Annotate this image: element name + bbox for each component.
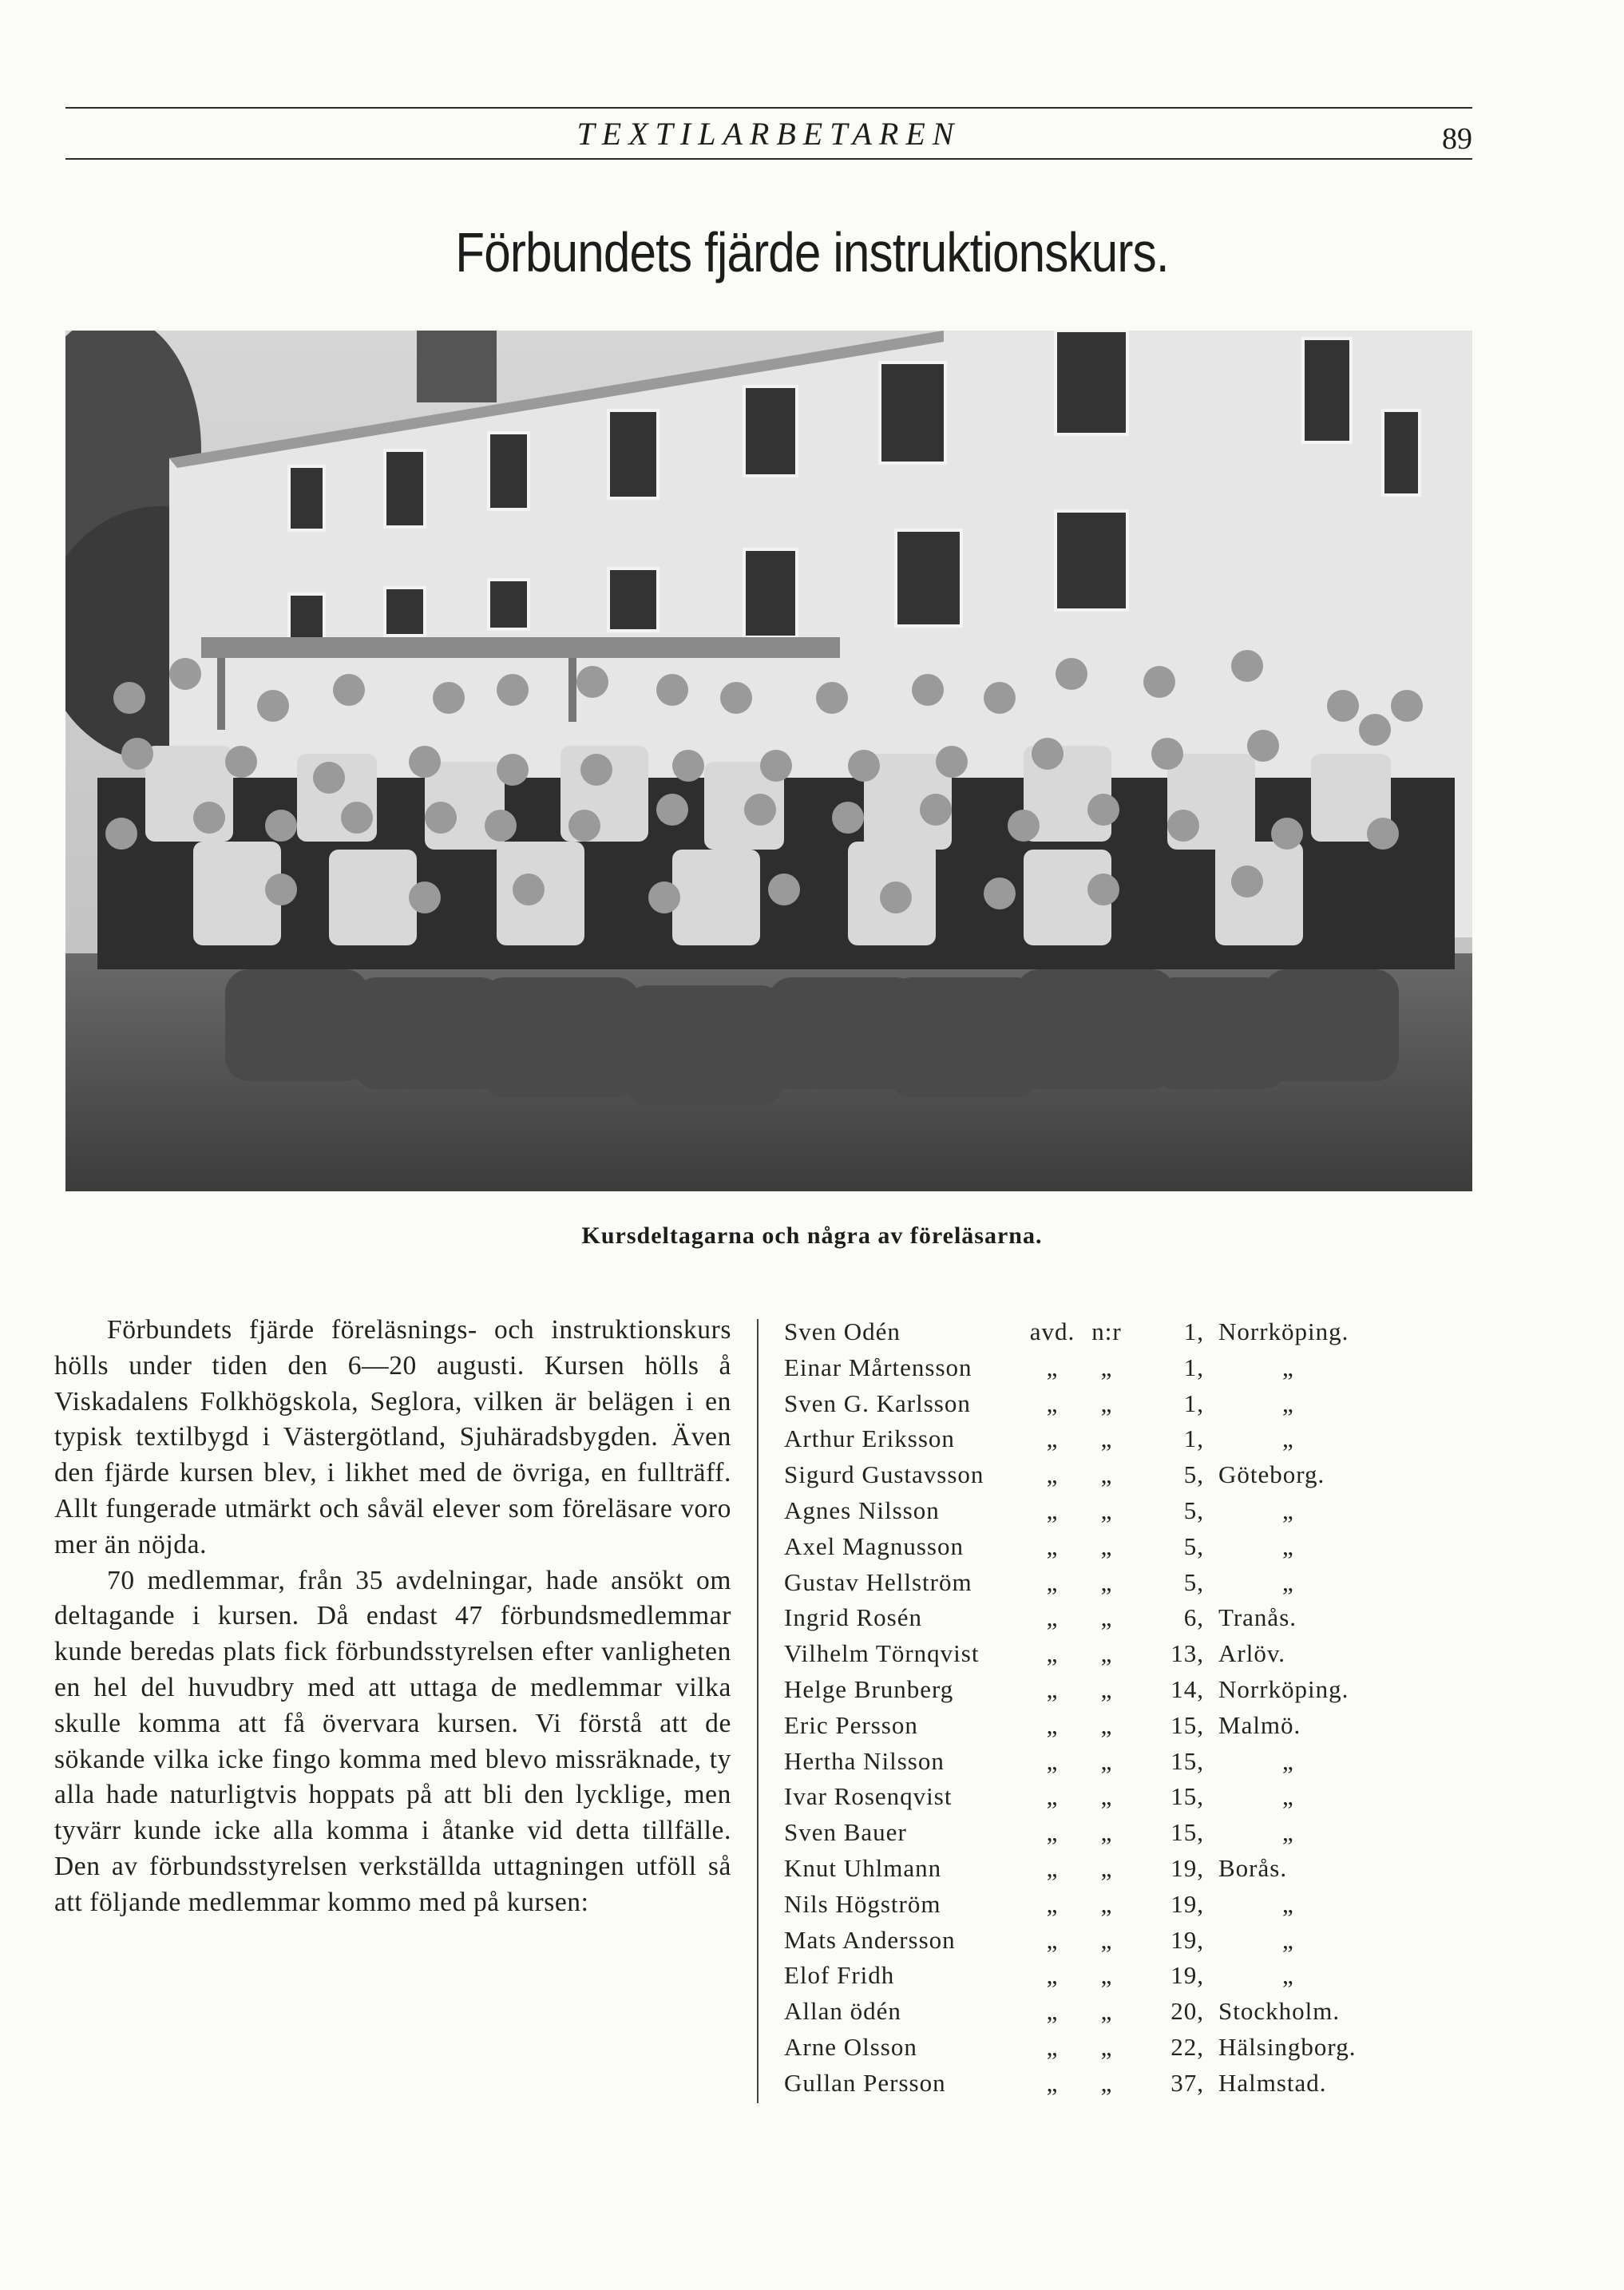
participant-avd: „ — [1046, 1496, 1059, 1524]
participant-name: Hertha Nilsson — [784, 1746, 945, 1775]
participant-nr: „ — [1100, 1531, 1113, 1560]
participant-row — [784, 1636, 1487, 1672]
participant-city: Stockholm. — [1218, 1997, 1341, 2026]
participant-nr: „ — [1100, 1567, 1113, 1596]
group-photo — [65, 331, 1472, 1191]
participant-city: „ — [1282, 1889, 1294, 1918]
participant-name: Knut Uhlmann — [784, 1853, 942, 1882]
participant-nr: „ — [1100, 1639, 1113, 1668]
paragraph: 70 medlemmar, från 35 avdelningar, hade ansökt om deltagande i kursen. Då endast 47 förbundsmedlemmar kunde beredas plats fick förbundsstyrelsen efter vanligheten en hel del huvudbry med att uttaga de medlemmar vilka skulle komma att få övervara kursen. Vi förstå att de sökande vilka icke fingo komma med blevo missräknade, ty alla hade naturligtvis hoppats på att bli den lycklige, men tyvärr kunde icke alla komma i åtanke vid detta tillfälle. Den av förbundsstyrelsen verkställda uttagningen utföll så att följande medlemmar kommo med på kursen: — [54, 1565, 731, 1917]
participant-row — [784, 1457, 1487, 1493]
participant-avd: „ — [1046, 1889, 1059, 1918]
participant-name: Elof Fridh — [784, 1961, 895, 1990]
participant-city: „ — [1282, 1567, 1294, 1596]
participant-row — [784, 1815, 1487, 1851]
participant-name: Agnes Nilsson — [784, 1496, 940, 1524]
participant-name: Gullan Persson — [784, 2068, 946, 2097]
participant-city: Göteborg. — [1218, 1460, 1325, 1489]
participant-nr: „ — [1100, 1496, 1113, 1524]
page-number: 89 — [1442, 122, 1472, 156]
participant-city: Borås. — [1218, 1853, 1288, 1882]
participant-row — [784, 1565, 1487, 1601]
participant-name: Ivar Rosenqvist — [784, 1782, 953, 1811]
participant-nr: „ — [1100, 2068, 1113, 2097]
participant-nr: n:r — [1091, 1317, 1122, 1345]
column-divider — [757, 1319, 759, 2103]
participant-name: Sven Odén — [784, 1317, 901, 1345]
participant-city: „ — [1282, 1961, 1294, 1990]
participant-number: 15, — [1170, 1782, 1204, 1811]
participant-city: „ — [1282, 1746, 1294, 1775]
participant-nr: „ — [1100, 1746, 1113, 1775]
participant-number: 5, — [1183, 1496, 1204, 1524]
participant-list — [784, 1314, 1487, 2102]
participant-avd: „ — [1046, 1961, 1059, 1990]
participant-nr: „ — [1100, 1460, 1113, 1489]
participant-number: 1, — [1183, 1424, 1204, 1453]
participant-number: 19, — [1170, 1889, 1204, 1918]
participant-city: Arlöv. — [1218, 1639, 1286, 1668]
participant-number: 1, — [1183, 1389, 1204, 1417]
participant-avd: „ — [1046, 1353, 1059, 1381]
participant-name: Arne Olsson — [784, 2032, 917, 2061]
participant-row — [784, 1386, 1487, 1422]
participant-avd: „ — [1046, 2068, 1059, 2097]
participant-row — [784, 2030, 1487, 2066]
participant-nr: „ — [1100, 1853, 1113, 1882]
participant-row — [784, 1350, 1487, 1386]
participant-city: „ — [1282, 1818, 1294, 1847]
participant-avd: „ — [1046, 1424, 1059, 1453]
participant-row — [784, 1529, 1487, 1565]
participant-row — [784, 1851, 1487, 1887]
participant-name: Arthur Eriksson — [784, 1424, 955, 1453]
participant-number: 19, — [1170, 1925, 1204, 1954]
participant-nr: „ — [1100, 1710, 1113, 1739]
participant-avd: „ — [1046, 1389, 1059, 1417]
participant-name: Sven G. Karlsson — [784, 1389, 971, 1417]
participant-city: Norrköping. — [1218, 1317, 1349, 1345]
participant-number: 13, — [1170, 1639, 1204, 1668]
participant-avd: „ — [1046, 1853, 1059, 1882]
participant-number: 5, — [1183, 1567, 1204, 1596]
group-photo-image — [65, 331, 1472, 1191]
participant-nr: „ — [1100, 1818, 1113, 1847]
participant-row — [784, 2066, 1487, 2102]
running-title: TEXTILARBETAREN — [576, 116, 961, 152]
participant-row — [784, 1779, 1487, 1815]
participant-name: Vilhelm Törnqvist — [784, 1639, 980, 1668]
participant-name: Mats Andersson — [784, 1925, 956, 1954]
participant-avd: „ — [1046, 1460, 1059, 1489]
participant-nr: „ — [1100, 1961, 1113, 1990]
participant-row — [784, 1314, 1487, 1350]
participant-nr: „ — [1100, 1424, 1113, 1453]
participant-row — [784, 1672, 1487, 1708]
participant-avd: „ — [1046, 2032, 1059, 2061]
participant-number: 6, — [1183, 1603, 1204, 1632]
participant-avd: „ — [1046, 1746, 1059, 1775]
participant-name: Nils Högström — [784, 1889, 941, 1918]
participant-city: „ — [1282, 1389, 1294, 1417]
participant-row — [784, 1493, 1487, 1529]
participant-number: 5, — [1183, 1460, 1204, 1489]
participant-name: Helge Brunberg — [784, 1674, 954, 1703]
paragraph: Förbundets fjärde föreläsnings- och instruktionskurs hölls under tiden den 6—20 augusti. Kursen hölls å Viskadalens Folkhögskola, Seglora, vilken är belägen i en typisk textilbygd i Västergötland, Sjuhäradsbygden. Även den fjärde kursen blev, i likhet med de övriga, en fullträff. Allt fungerade utmärkt och såväl elever som föreläsare voro mer än nöjda. — [54, 1315, 731, 1559]
participant-avd: „ — [1046, 1603, 1059, 1632]
participant-city: „ — [1282, 1531, 1294, 1560]
participant-number: 22, — [1170, 2032, 1204, 2061]
participant-number: 20, — [1170, 1997, 1204, 2026]
participant-name: Axel Magnusson — [784, 1531, 964, 1560]
participant-avd: „ — [1046, 1997, 1059, 2026]
participant-number: 19, — [1170, 1853, 1204, 1882]
participant-city: „ — [1282, 1782, 1294, 1811]
participant-city: „ — [1282, 1925, 1294, 1954]
participant-avd: „ — [1046, 1782, 1059, 1811]
participant-name: Allan ödén — [784, 1997, 901, 2026]
participant-avd: „ — [1046, 1531, 1059, 1560]
participant-number: 1, — [1183, 1353, 1204, 1381]
participant-row — [784, 1421, 1487, 1457]
article-body — [54, 1313, 731, 1921]
participant-nr: „ — [1100, 1353, 1113, 1381]
participant-row — [784, 1600, 1487, 1636]
participant-city: Norrköping. — [1218, 1674, 1349, 1703]
participant-nr: „ — [1100, 1925, 1113, 1954]
participant-number: 15, — [1170, 1746, 1204, 1775]
participant-name: Einar Mårtensson — [784, 1353, 972, 1381]
participant-city: „ — [1282, 1424, 1294, 1453]
participant-number: 14, — [1170, 1674, 1204, 1703]
participant-city: Hälsingborg. — [1218, 2032, 1357, 2061]
participant-number: 15, — [1170, 1710, 1204, 1739]
participant-city: Malmö. — [1218, 1710, 1301, 1739]
photo-caption: Kursdeltagarna och några av föreläsarna. — [581, 1222, 1043, 1249]
participant-number: 5, — [1183, 1531, 1204, 1560]
participant-nr: „ — [1100, 1889, 1113, 1918]
participant-name: Eric Persson — [784, 1710, 918, 1739]
participant-number: 1, — [1183, 1317, 1204, 1345]
header-rule-top — [65, 107, 1472, 109]
participant-number: 19, — [1170, 1961, 1204, 1990]
participant-number: 15, — [1170, 1818, 1204, 1847]
participant-name: Sven Bauer — [784, 1818, 907, 1847]
participant-city: Tranås. — [1218, 1603, 1297, 1632]
participant-nr: „ — [1100, 1603, 1113, 1632]
participant-avd: „ — [1046, 1818, 1059, 1847]
header-rule-bottom — [65, 158, 1472, 160]
participant-avd: „ — [1046, 1639, 1059, 1668]
article-title: Förbundets fjärde instruktionskurs. — [455, 221, 1169, 283]
participant-avd: „ — [1046, 1710, 1059, 1739]
participant-city: Halmstad. — [1218, 2068, 1327, 2097]
participant-name: Sigurd Gustavsson — [784, 1460, 984, 1489]
participant-row — [784, 1744, 1487, 1780]
participant-name: Gustav Hellström — [784, 1567, 972, 1596]
participant-name: Ingrid Rosén — [784, 1603, 923, 1632]
participant-avd: „ — [1046, 1925, 1059, 1954]
participant-city: „ — [1282, 1353, 1294, 1381]
participant-nr: „ — [1100, 1674, 1113, 1703]
participant-nr: „ — [1100, 1997, 1113, 2026]
participant-row — [784, 1923, 1487, 1959]
participant-nr: „ — [1100, 2032, 1113, 2061]
participant-avd: avd. — [1029, 1317, 1075, 1345]
participant-avd: „ — [1046, 1567, 1059, 1596]
participant-nr: „ — [1100, 1389, 1113, 1417]
participant-avd: „ — [1046, 1674, 1059, 1703]
participant-number: 37, — [1170, 2068, 1204, 2097]
participant-city: „ — [1282, 1496, 1294, 1524]
participant-row — [784, 1708, 1487, 1744]
participant-row — [784, 1887, 1487, 1923]
participant-row — [784, 1994, 1487, 2030]
participant-row — [784, 1958, 1487, 1994]
participant-nr: „ — [1100, 1782, 1113, 1811]
